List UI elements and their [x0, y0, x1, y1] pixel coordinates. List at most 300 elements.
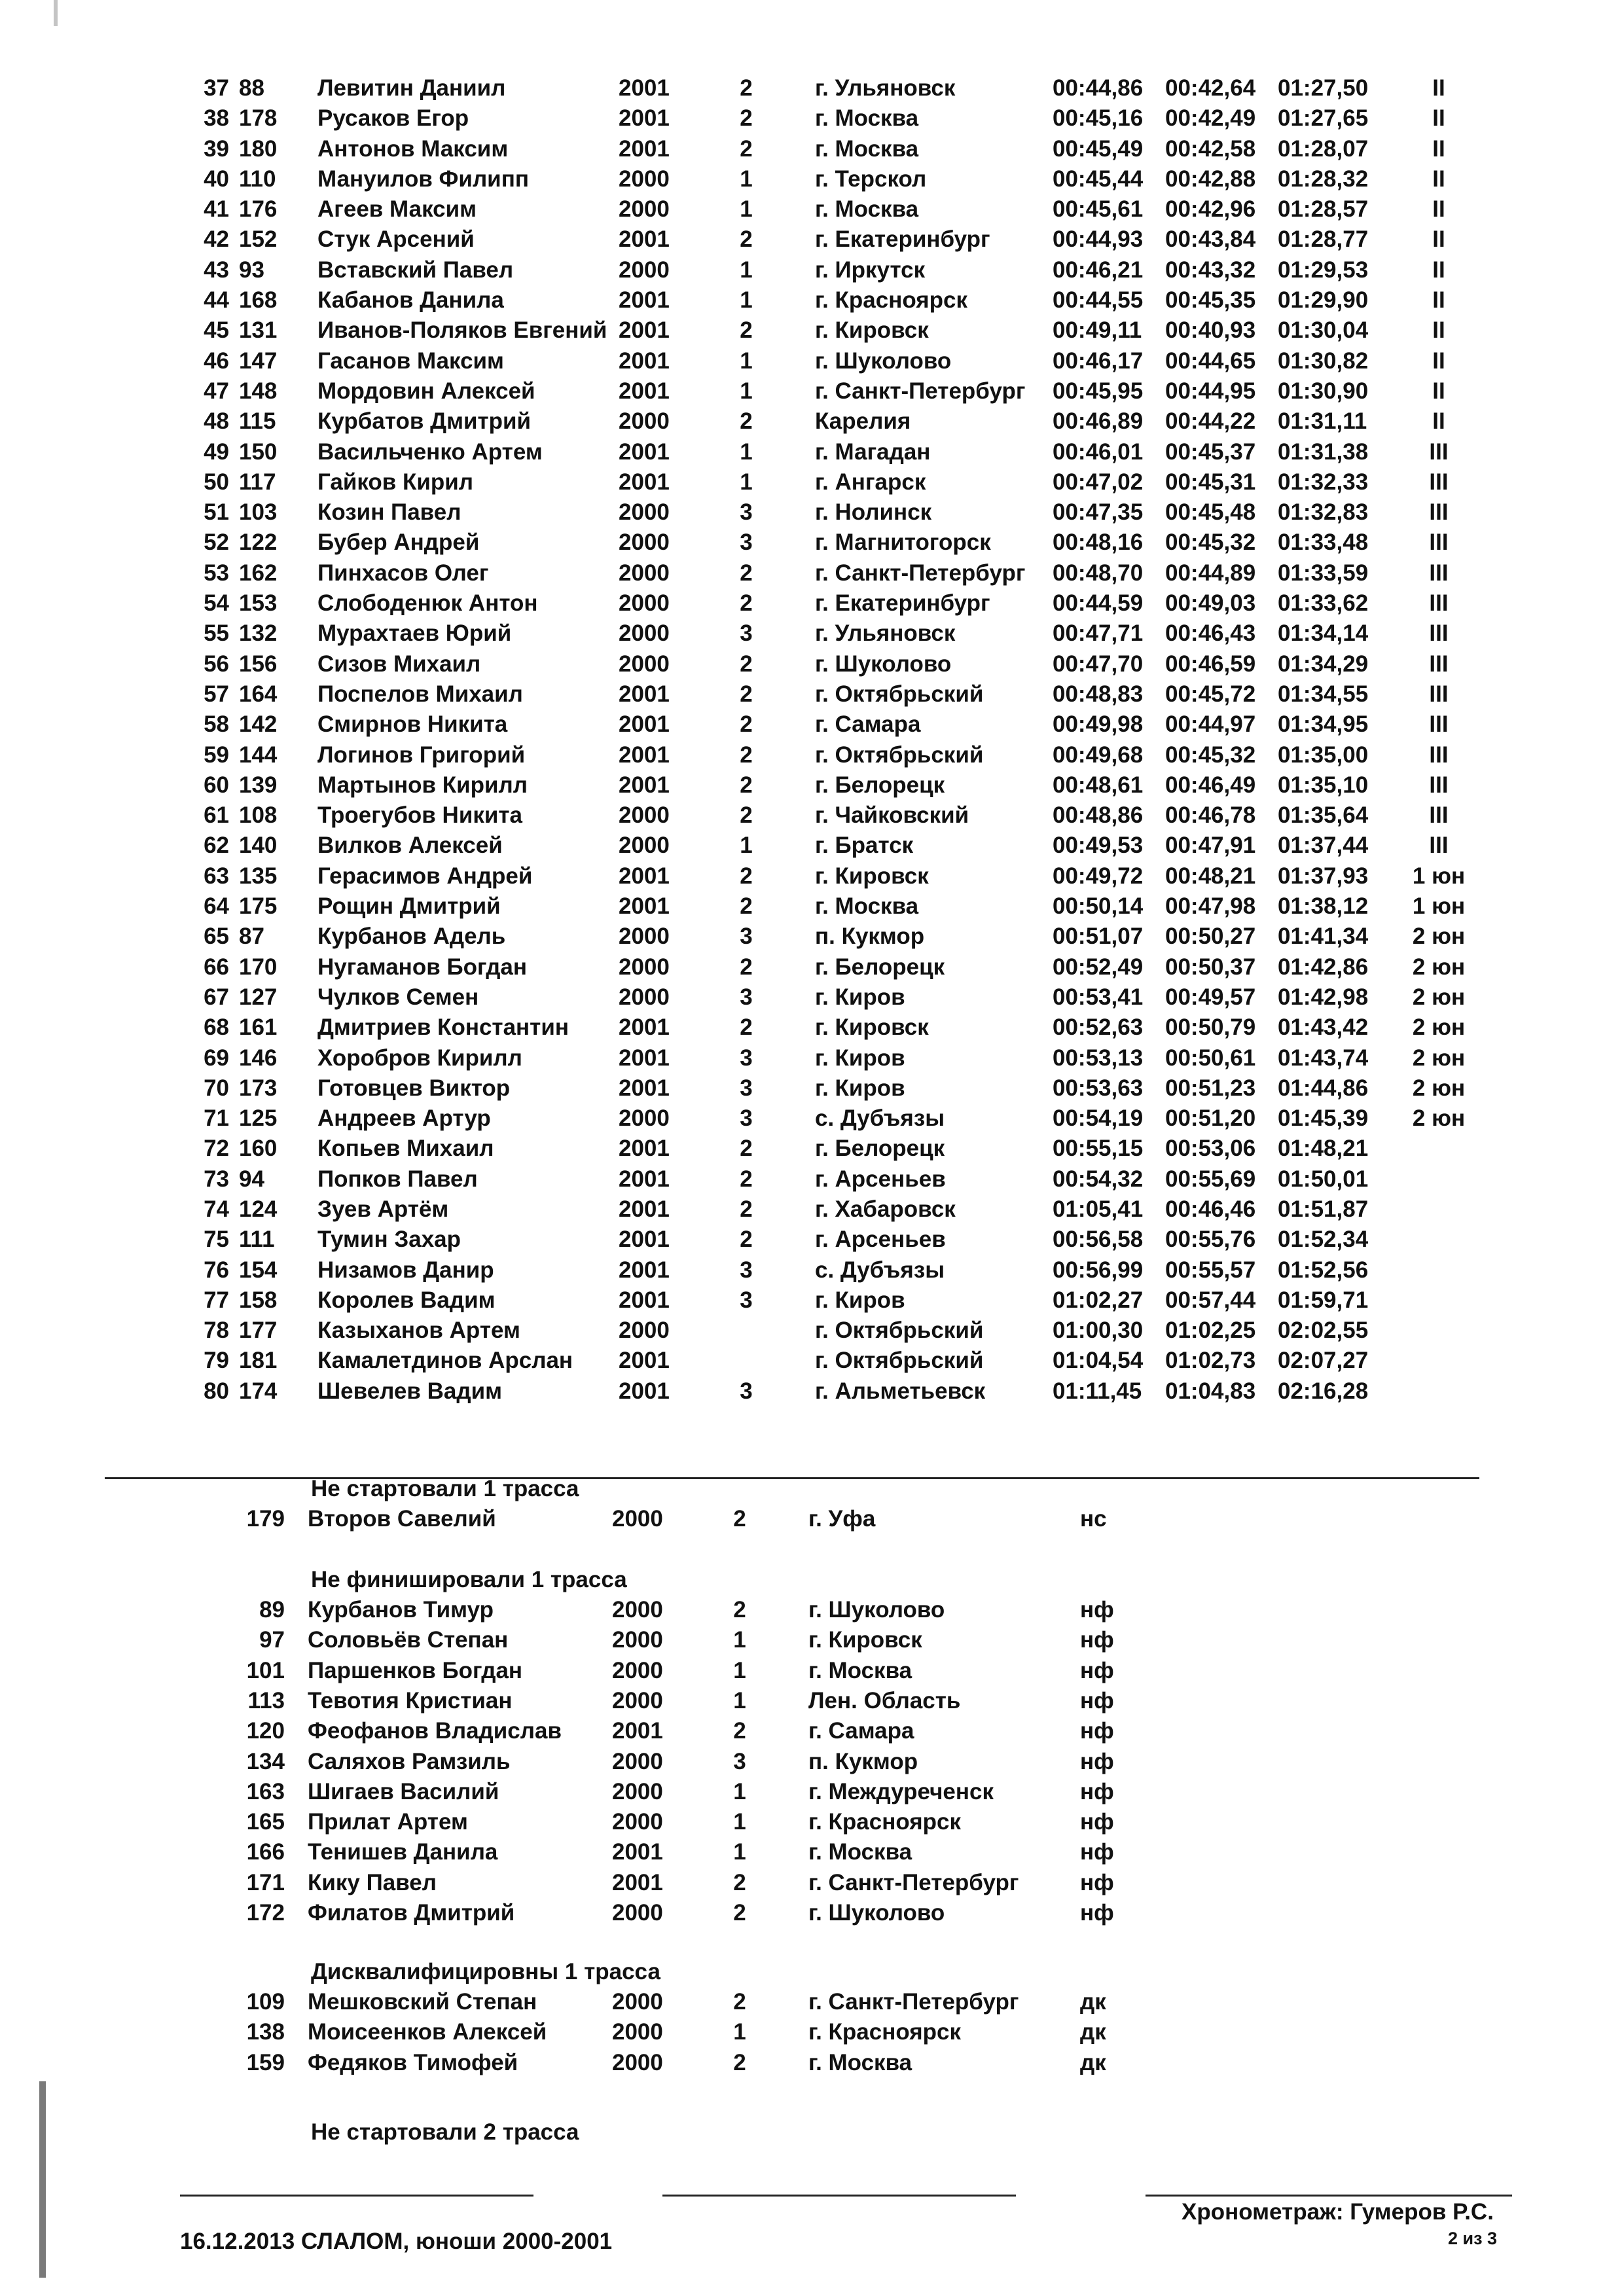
- city-cell: г. Чайковский: [815, 802, 969, 829]
- category-cell: 1: [740, 833, 753, 859]
- year-cell: 2000: [619, 620, 670, 647]
- total-time-cell: 01:27,65: [1278, 105, 1369, 132]
- bib-cell: 103: [239, 499, 278, 526]
- total-time-cell: 01:41,34: [1278, 924, 1369, 950]
- place-cell: 54: [204, 590, 229, 617]
- city-cell: г. Шуколово: [815, 651, 952, 677]
- status-cell: нф: [1080, 1839, 1114, 1865]
- list-item: [0, 1747, 1624, 1777]
- run2-time-cell: 01:02,25: [1165, 1318, 1256, 1344]
- name-cell: Королев Вадим: [317, 1287, 496, 1313]
- year-cell: 2001: [619, 469, 670, 495]
- name-cell: Нугаманов Богдан: [317, 954, 528, 980]
- category-cell: 2: [740, 226, 753, 253]
- list-item: [0, 1686, 1624, 1716]
- name-cell: Шигаев Василий: [308, 1778, 499, 1804]
- category-cell: 2: [733, 1869, 746, 1895]
- category-cell: 2: [740, 711, 753, 738]
- year-cell: 2001: [619, 1196, 670, 1222]
- bib-cell: 148: [239, 378, 278, 404]
- year-cell: 2001: [619, 863, 670, 889]
- name-cell: Левитин Даниил: [317, 75, 506, 101]
- city-cell: г. Кировск: [815, 317, 929, 344]
- year-cell: 2001: [619, 742, 670, 768]
- city-cell: г. Екатеринбург: [815, 590, 990, 617]
- rank-cell: III: [1429, 469, 1449, 495]
- name-cell: Бубер Андрей: [317, 529, 480, 556]
- list-item: [0, 1716, 1624, 1746]
- city-cell: г. Арсеньев: [815, 1166, 946, 1192]
- city-cell: г. Нолинск: [815, 499, 932, 526]
- total-time-cell: 01:30,04: [1278, 317, 1369, 344]
- status-cell: дк: [1080, 2049, 1106, 2075]
- signature-line: [1146, 2195, 1512, 2197]
- place-cell: 72: [204, 1136, 229, 1162]
- year-cell: 2000: [619, 408, 670, 435]
- rank-cell: 2 юн: [1412, 1075, 1466, 1101]
- year-cell: 2001: [619, 1378, 670, 1404]
- year-cell: 2001: [619, 681, 670, 707]
- city-cell: г. Белорецк: [815, 1136, 945, 1162]
- table-row: [0, 437, 1624, 467]
- total-time-cell: 01:44,86: [1278, 1075, 1369, 1101]
- year-cell: 2000: [612, 1597, 663, 1623]
- rank-cell: II: [1432, 408, 1445, 435]
- name-cell: Мурахтаев Юрий: [317, 620, 512, 647]
- run1-time-cell: 00:45,95: [1053, 378, 1144, 404]
- run2-time-cell: 00:43,32: [1165, 257, 1256, 283]
- place-cell: 69: [204, 1045, 229, 1071]
- category-cell: 1: [733, 1687, 746, 1713]
- rank-cell: 2 юн: [1412, 1105, 1466, 1132]
- city-cell: г. Самара: [808, 1718, 914, 1744]
- category-cell: 1: [740, 166, 753, 192]
- total-time-cell: 01:35,00: [1278, 742, 1369, 768]
- total-time-cell: 01:34,95: [1278, 711, 1369, 738]
- name-cell: Андреев Артур: [317, 1105, 491, 1132]
- city-cell: г. Белорецк: [815, 772, 945, 798]
- run2-time-cell: 00:45,32: [1165, 742, 1256, 768]
- place-cell: 45: [204, 317, 229, 344]
- place-cell: 70: [204, 1075, 229, 1101]
- table-row: [0, 1043, 1624, 1073]
- run2-time-cell: 00:43,84: [1165, 226, 1256, 253]
- place-cell: 41: [204, 196, 229, 223]
- total-time-cell: 01:34,55: [1278, 681, 1369, 707]
- table-row: [0, 255, 1624, 285]
- year-cell: 2001: [612, 1718, 663, 1744]
- name-cell: Стук Арсений: [317, 226, 475, 253]
- name-cell: Иванов-Поляков Евгений: [317, 317, 607, 344]
- table-row: [0, 285, 1624, 315]
- run1-time-cell: 00:49,98: [1053, 711, 1144, 738]
- bib-cell: 117: [239, 469, 276, 495]
- city-cell: г. Кировск: [815, 1014, 929, 1041]
- table-row: [0, 315, 1624, 346]
- rank-cell: III: [1429, 833, 1449, 859]
- bib-cell: 162: [239, 560, 278, 586]
- bib-cell: 138: [246, 2019, 285, 2045]
- category-cell: 3: [740, 1378, 753, 1404]
- list-item: [0, 1837, 1624, 1867]
- run1-time-cell: 00:47,02: [1053, 469, 1144, 495]
- name-cell: Мануилов Филипп: [317, 166, 529, 192]
- run2-time-cell: 00:46,43: [1165, 620, 1256, 647]
- year-cell: 2000: [612, 1657, 663, 1683]
- run2-time-cell: 00:55,76: [1165, 1227, 1256, 1253]
- name-cell: Смирнов Никита: [317, 711, 508, 738]
- name-cell: Моисеенков Алексей: [308, 2019, 547, 2045]
- run2-time-cell: 00:45,37: [1165, 439, 1256, 465]
- total-time-cell: 01:30,82: [1278, 348, 1369, 374]
- total-time-cell: 01:28,07: [1278, 135, 1369, 162]
- run1-time-cell: 00:45,61: [1053, 196, 1144, 223]
- year-cell: 2000: [619, 166, 670, 192]
- bib-cell: 163: [246, 1778, 285, 1804]
- bib-cell: 125: [239, 1105, 278, 1132]
- bib-cell: 161: [239, 1014, 278, 1041]
- city-cell: г. Ульяновск: [815, 620, 956, 647]
- place-cell: 52: [204, 529, 229, 556]
- city-cell: г. Красноярск: [808, 2019, 962, 2045]
- year-cell: 2001: [619, 1227, 670, 1253]
- total-time-cell: 01:51,87: [1278, 1196, 1369, 1222]
- status-cell: нф: [1080, 1718, 1114, 1744]
- name-cell: Мартынов Кирилл: [317, 772, 528, 798]
- place-cell: 44: [204, 287, 229, 314]
- bib-cell: 109: [246, 1989, 285, 2015]
- place-cell: 39: [204, 135, 229, 162]
- name-cell: Чулков Семен: [317, 984, 479, 1010]
- list-item: [0, 2017, 1624, 2047]
- name-cell: Гасанов Максим: [317, 348, 504, 374]
- category-cell: 3: [740, 529, 753, 556]
- run1-time-cell: 01:05,41: [1053, 1196, 1144, 1222]
- run1-time-cell: 00:48,16: [1053, 529, 1144, 556]
- year-cell: 2000: [619, 984, 670, 1010]
- bib-cell: 97: [259, 1627, 285, 1653]
- run2-time-cell: 00:46,59: [1165, 651, 1256, 677]
- year-cell: 2001: [619, 348, 670, 374]
- rank-cell: III: [1429, 560, 1449, 586]
- category-cell: 2: [733, 1718, 746, 1744]
- year-cell: 2000: [612, 2019, 663, 2045]
- name-cell: Саляхов Рамзиль: [308, 1748, 511, 1774]
- rank-cell: 2 юн: [1412, 1014, 1466, 1041]
- category-cell: 1: [740, 348, 753, 374]
- table-row: [0, 406, 1624, 437]
- rank-cell: III: [1429, 802, 1449, 829]
- table-row: [0, 134, 1624, 164]
- category-cell: 2: [740, 742, 753, 768]
- name-cell: Русаков Егор: [317, 105, 469, 132]
- name-cell: Тевотия Кристиан: [308, 1687, 513, 1713]
- run1-time-cell: 00:46,01: [1053, 439, 1144, 465]
- status-cell: нф: [1080, 1869, 1114, 1895]
- run1-time-cell: 00:49,53: [1053, 833, 1144, 859]
- run1-time-cell: 00:48,70: [1053, 560, 1144, 586]
- run1-time-cell: 00:45,49: [1053, 135, 1144, 162]
- run1-time-cell: 00:56,58: [1053, 1227, 1144, 1253]
- run2-time-cell: 00:51,20: [1165, 1105, 1256, 1132]
- category-cell: 3: [733, 1748, 746, 1774]
- name-cell: Копьев Михаил: [317, 1136, 494, 1162]
- bib-cell: 181: [239, 1348, 278, 1374]
- table-row: [0, 1376, 1624, 1407]
- place-cell: 61: [204, 802, 229, 829]
- bib-cell: 175: [239, 893, 278, 920]
- bib-cell: 170: [239, 954, 278, 980]
- year-cell: 2001: [619, 1257, 670, 1283]
- section-title: Не стартовали 1 трасса: [311, 1476, 579, 1501]
- category-cell: 3: [740, 1045, 753, 1071]
- table-row: [0, 103, 1624, 134]
- rank-cell: III: [1429, 651, 1449, 677]
- run1-time-cell: 00:53,41: [1053, 984, 1144, 1010]
- year-cell: 2000: [619, 196, 670, 223]
- rank-cell: 2 юн: [1412, 954, 1466, 980]
- list-item: [0, 1504, 1624, 1534]
- category-cell: 2: [740, 317, 753, 344]
- year-cell: 2000: [612, 1809, 663, 1835]
- total-time-cell: 01:59,71: [1278, 1287, 1369, 1313]
- year-cell: 2001: [619, 1348, 670, 1374]
- table-row: [0, 1134, 1624, 1164]
- place-cell: 65: [204, 924, 229, 950]
- year-cell: 2001: [619, 772, 670, 798]
- run2-time-cell: 00:42,96: [1165, 196, 1256, 223]
- bib-cell: 160: [239, 1136, 278, 1162]
- total-time-cell: 01:50,01: [1278, 1166, 1369, 1192]
- place-cell: 47: [204, 378, 229, 404]
- bib-cell: 152: [239, 226, 278, 253]
- year-cell: 2000: [619, 529, 670, 556]
- year-cell: 2000: [612, 1687, 663, 1713]
- bib-cell: 87: [239, 924, 264, 950]
- total-time-cell: 01:34,29: [1278, 651, 1369, 677]
- place-cell: 46: [204, 348, 229, 374]
- category-cell: 1: [733, 1657, 746, 1683]
- total-time-cell: 01:42,86: [1278, 954, 1369, 980]
- category-cell: 3: [740, 499, 753, 526]
- year-cell: 2000: [612, 1627, 663, 1653]
- run2-time-cell: 00:42,64: [1165, 75, 1256, 101]
- city-cell: г. Москва: [815, 105, 919, 132]
- run2-time-cell: 00:44,22: [1165, 408, 1256, 435]
- total-time-cell: 01:27,50: [1278, 75, 1369, 101]
- rank-cell: II: [1432, 166, 1445, 192]
- place-cell: 42: [204, 226, 229, 253]
- name-cell: Курбатов Дмитрий: [317, 408, 532, 435]
- category-cell: 1: [733, 1627, 746, 1653]
- run1-time-cell: 00:51,07: [1053, 924, 1144, 950]
- category-cell: 2: [740, 772, 753, 798]
- bib-cell: 120: [246, 1718, 285, 1744]
- total-time-cell: 01:28,32: [1278, 166, 1369, 192]
- table-row: [0, 194, 1624, 224]
- city-cell: г. Иркутск: [815, 257, 926, 283]
- name-cell: Поспелов Михаил: [317, 681, 523, 707]
- city-cell: г. Санкт-Петербург: [808, 1989, 1019, 2015]
- bib-cell: 131: [239, 317, 278, 344]
- run2-time-cell: 00:44,95: [1165, 378, 1256, 404]
- run1-time-cell: 00:48,61: [1053, 772, 1144, 798]
- category-cell: 2: [740, 1136, 753, 1162]
- list-item: [0, 1898, 1624, 1928]
- bib-cell: 115: [239, 408, 276, 435]
- place-cell: 66: [204, 954, 229, 980]
- city-cell: г. Москва: [815, 196, 919, 223]
- section-title: Не финишировали 1 трасса: [311, 1567, 627, 1592]
- run1-time-cell: 00:56,99: [1053, 1257, 1144, 1283]
- run1-time-cell: 00:46,89: [1053, 408, 1144, 435]
- bib-cell: 179: [246, 1506, 285, 1532]
- category-cell: 2: [740, 75, 753, 101]
- bib-cell: 122: [239, 529, 278, 556]
- bib-cell: 134: [246, 1748, 285, 1774]
- total-time-cell: 01:33,62: [1278, 590, 1369, 617]
- name-cell: Троегубов Никита: [317, 802, 522, 829]
- total-time-cell: 01:28,57: [1278, 196, 1369, 223]
- bib-cell: 139: [239, 772, 278, 798]
- category-cell: 2: [733, 1506, 746, 1532]
- year-cell: 2001: [619, 135, 670, 162]
- table-row: [0, 1255, 1624, 1285]
- run1-time-cell: 00:44,86: [1053, 75, 1144, 101]
- run1-time-cell: 00:52,49: [1053, 954, 1144, 980]
- city-cell: г. Киров: [815, 1075, 905, 1101]
- scan-artifact: [39, 2081, 46, 2278]
- place-cell: 74: [204, 1196, 229, 1222]
- place-cell: 48: [204, 408, 229, 435]
- city-cell: г. Хабаровск: [815, 1196, 956, 1222]
- year-cell: 2000: [612, 2049, 663, 2075]
- bib-cell: 172: [246, 1900, 285, 1926]
- run1-time-cell: 00:47,70: [1053, 651, 1144, 677]
- run2-time-cell: 00:42,88: [1165, 166, 1256, 192]
- bib-cell: 166: [246, 1839, 285, 1865]
- rank-cell: II: [1432, 378, 1445, 404]
- table-row: [0, 952, 1624, 982]
- name-cell: Агеев Максим: [317, 196, 477, 223]
- year-cell: 2000: [612, 1900, 663, 1926]
- status-cell: нф: [1080, 1657, 1114, 1683]
- year-cell: 2000: [619, 590, 670, 617]
- city-cell: г. Москва: [808, 1657, 912, 1683]
- city-cell: г. Санкт-Петербург: [815, 378, 1026, 404]
- category-cell: 2: [740, 1014, 753, 1041]
- name-cell: Соловьёв Степан: [308, 1627, 509, 1653]
- place-cell: 79: [204, 1348, 229, 1374]
- bib-cell: 171: [246, 1869, 285, 1895]
- category-cell: 2: [740, 863, 753, 889]
- year-cell: 2001: [619, 378, 670, 404]
- list-item: [0, 1807, 1624, 1837]
- total-time-cell: 01:33,48: [1278, 529, 1369, 556]
- rank-cell: III: [1429, 499, 1449, 526]
- table-row: [0, 558, 1624, 588]
- category-cell: 2: [740, 1227, 753, 1253]
- list-item: [0, 2048, 1624, 2078]
- rank-cell: II: [1432, 348, 1445, 374]
- year-cell: 2000: [619, 499, 670, 526]
- city-cell: г. Уфа: [808, 1506, 876, 1532]
- total-time-cell: 01:29,90: [1278, 287, 1369, 314]
- category-cell: 1: [733, 1809, 746, 1835]
- status-cell: дк: [1080, 1989, 1106, 2015]
- table-row: [0, 346, 1624, 376]
- bib-cell: 165: [246, 1809, 285, 1835]
- name-cell: Мордовин Алексей: [317, 378, 535, 404]
- category-cell: 2: [740, 408, 753, 435]
- table-row: [0, 1013, 1624, 1043]
- rank-cell: 1 юн: [1412, 863, 1466, 889]
- table-row: [0, 740, 1624, 770]
- list-item: [0, 1656, 1624, 1686]
- total-time-cell: 01:33,59: [1278, 560, 1369, 586]
- table-row: [0, 619, 1624, 649]
- table-row: [0, 467, 1624, 497]
- bib-cell: 168: [239, 287, 278, 314]
- table-row: [0, 1073, 1624, 1103]
- status-cell: нф: [1080, 1748, 1114, 1774]
- category-cell: 3: [740, 984, 753, 1010]
- rank-cell: III: [1429, 590, 1449, 617]
- year-cell: 2001: [612, 1839, 663, 1865]
- total-time-cell: 02:07,27: [1278, 1348, 1369, 1374]
- run2-time-cell: 00:50,37: [1165, 954, 1256, 980]
- run2-time-cell: 00:44,89: [1165, 560, 1256, 586]
- category-cell: 2: [733, 1989, 746, 2015]
- place-cell: 71: [204, 1105, 229, 1132]
- run2-time-cell: 00:46,46: [1165, 1196, 1256, 1222]
- total-time-cell: 01:35,10: [1278, 772, 1369, 798]
- run2-time-cell: 00:48,21: [1165, 863, 1256, 889]
- year-cell: 2000: [619, 833, 670, 859]
- run1-time-cell: 00:50,14: [1053, 893, 1144, 920]
- year-cell: 2001: [619, 1045, 670, 1071]
- run2-time-cell: 00:50,61: [1165, 1045, 1256, 1071]
- category-cell: 2: [733, 1900, 746, 1926]
- rank-cell: III: [1429, 529, 1449, 556]
- rank-cell: II: [1432, 196, 1445, 223]
- year-cell: 2000: [619, 560, 670, 586]
- table-row: [0, 224, 1624, 255]
- total-time-cell: 01:37,93: [1278, 863, 1369, 889]
- place-cell: 43: [204, 257, 229, 283]
- run2-time-cell: 00:42,58: [1165, 135, 1256, 162]
- city-cell: г. Терскол: [815, 166, 927, 192]
- year-cell: 2000: [612, 1506, 663, 1532]
- run1-time-cell: 00:46,21: [1053, 257, 1144, 283]
- timing-credit: Хронометраж: Гумеров Р.С.: [1182, 2199, 1494, 2225]
- year-cell: 2000: [619, 257, 670, 283]
- city-cell: с. Дубъязы: [815, 1105, 945, 1132]
- bib-cell: 124: [239, 1196, 278, 1222]
- run1-time-cell: 00:46,17: [1053, 348, 1144, 374]
- city-cell: г. Магадан: [815, 439, 931, 465]
- place-cell: 77: [204, 1287, 229, 1313]
- city-cell: г. Киров: [815, 1045, 905, 1071]
- rank-cell: II: [1432, 287, 1445, 314]
- name-cell: Слободенюк Антон: [317, 590, 538, 617]
- total-time-cell: 01:37,44: [1278, 833, 1369, 859]
- category-cell: 2: [740, 105, 753, 132]
- name-cell: Тенишев Данила: [308, 1839, 498, 1865]
- name-cell: Курбанов Тимур: [308, 1597, 494, 1623]
- table-row: [0, 528, 1624, 558]
- year-cell: 2001: [612, 1869, 663, 1895]
